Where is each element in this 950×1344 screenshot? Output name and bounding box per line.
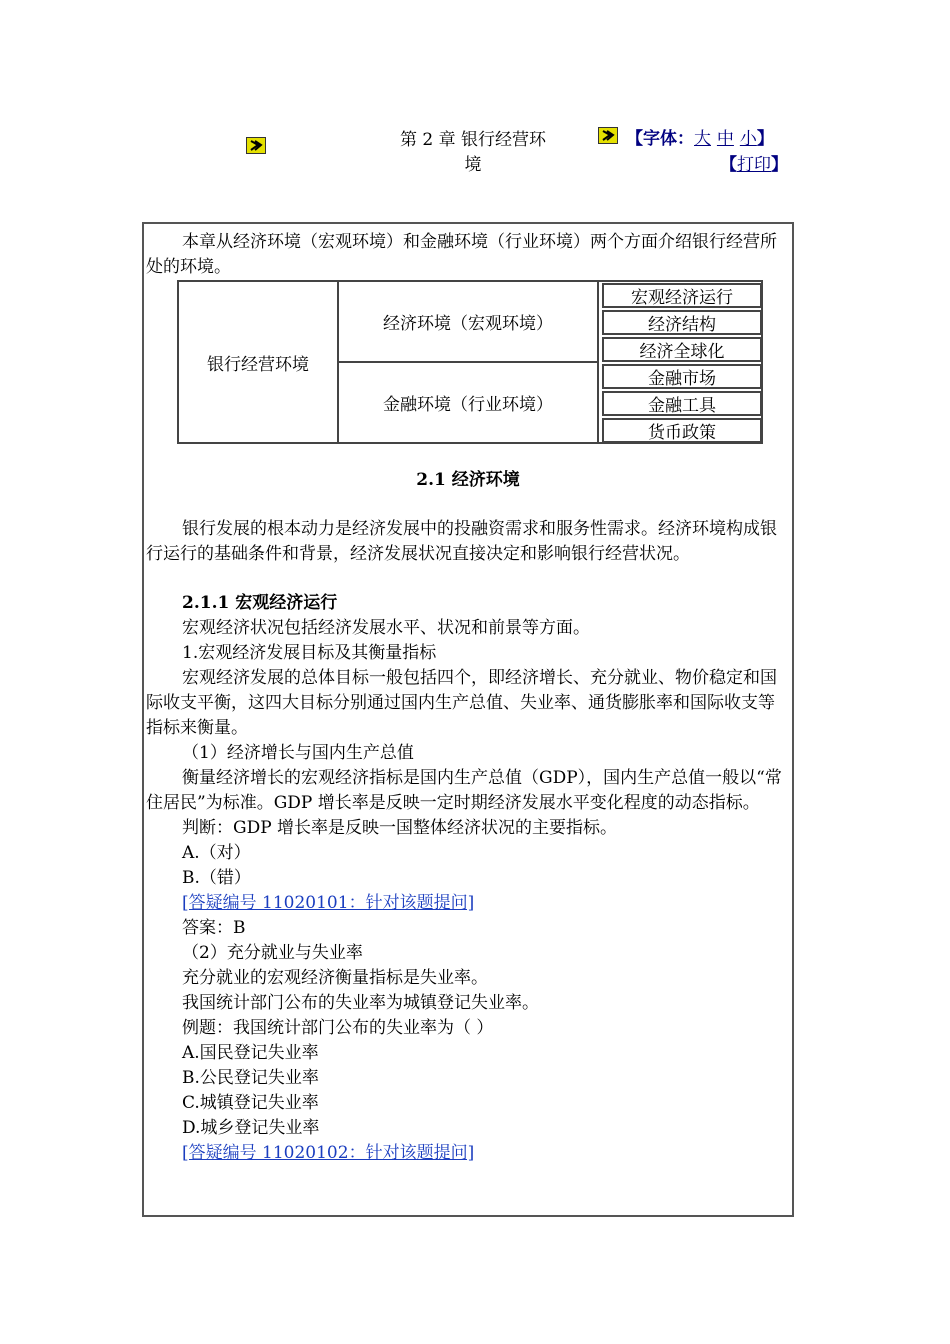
font-size-controls (626, 126, 774, 153)
answer-line: 答案：B (182, 918, 246, 938)
chapter-title-line2: 境 (464, 155, 482, 175)
table-group-financial: 金融环境（行业环境） (383, 395, 553, 415)
table-item: 货币政策 (602, 418, 762, 443)
content-box (142, 222, 794, 1217)
section-heading-2-1-1: 2.1.1 宏观经济运行 (182, 593, 338, 613)
body-line: 宏观经济发展的总体目标一般包括四个，即经济增长、充分就业、物价稳定和国际收支平衡，这四大目标分别通过国内生产总值、失业率、通货膨胀率和国际收支等指标来衡量。 (146, 668, 777, 738)
table-item: 金融工具 (602, 391, 762, 416)
table-root-cell: 银行经营环境 (207, 354, 309, 375)
option-line: A.国民登记失业率 (182, 1043, 319, 1063)
environment-table (177, 280, 763, 444)
intro-paragraph: 本章从经济环境（宏观环境）和金融环境（行业环境）两个方面介绍银行经营所处的环境。 (146, 232, 777, 277)
qa-link-11020102[interactable]: [答疑编号 11020102：针对该题提问] (182, 1143, 475, 1163)
body-line: 宏观经济状况包括经济发展水平、状况和前景等方面。 (182, 618, 590, 638)
print-close: 】 (771, 155, 788, 175)
qa-link-row (144, 1141, 792, 1166)
body-line: 充分就业的宏观经济衡量指标是失业率。 (182, 968, 488, 988)
body-line: A.（对） (182, 843, 251, 863)
font-label-close: 】 (756, 129, 774, 149)
print-link[interactable]: 打印 (737, 155, 771, 175)
font-large-link[interactable]: 大 (694, 129, 711, 149)
body-line: 我国统计部门公布的失业率为城镇登记失业率。 (182, 993, 539, 1013)
option-line: B.公民登记失业率 (182, 1068, 319, 1088)
arrow-icon[interactable] (598, 127, 618, 144)
qa-link-row (144, 891, 792, 916)
chapter-title (378, 128, 568, 178)
table-item: 金融市场 (602, 364, 762, 389)
body-line: 例题：我国统计部门公布的失业率为（ ） (182, 1018, 494, 1038)
print-open: 【 (720, 155, 737, 175)
body-line: 判断：GDP 增长率是反映一国整体经济状况的主要指标。 (182, 818, 618, 838)
body-line: 衡量经济增长的宏观经济指标是国内生产总值（GDP），国内生产总值一般以“常住居民”为标准。GDP 增长率是反映一定时期经济发展水平变化程度的动态指标。 (146, 768, 782, 813)
section-2-1-paragraph: 银行发展的根本动力是经济发展中的投融资需求和服务性需求。经济环境构成银行运行的基础条件和背景，经济发展状况直接决定和影响银行经营状况。 (146, 519, 777, 564)
body-line: 1.宏观经济发展目标及其衡量指标 (182, 643, 437, 663)
option-line: C.城镇登记失业率 (182, 1093, 319, 1113)
section-heading-2-1: 2.1 经济环境 (416, 470, 520, 490)
table-item: 宏观经济运行 (602, 283, 762, 308)
table-group-economic: 经济环境（宏观环境） (383, 314, 553, 334)
body-line: B.（错） (182, 868, 251, 888)
body-line: （2）充分就业与失业率 (182, 943, 363, 963)
chapter-title-line1: 第 2 章 银行经营环 (399, 130, 547, 150)
font-small-link[interactable]: 小 (739, 129, 757, 149)
body-line: （1）经济增长与国内生产总值 (182, 743, 414, 763)
font-label: 【字体： (626, 129, 694, 149)
table-item: 经济结构 (602, 310, 762, 335)
print-control (720, 152, 788, 179)
option-line: D.城乡登记失业率 (182, 1118, 320, 1138)
arrow-icon[interactable] (246, 137, 266, 154)
font-medium-link[interactable]: 中 (716, 129, 734, 149)
qa-link-11020101[interactable]: [答疑编号 11020101：针对该题提问] (182, 893, 475, 913)
table-item: 经济全球化 (602, 337, 762, 362)
